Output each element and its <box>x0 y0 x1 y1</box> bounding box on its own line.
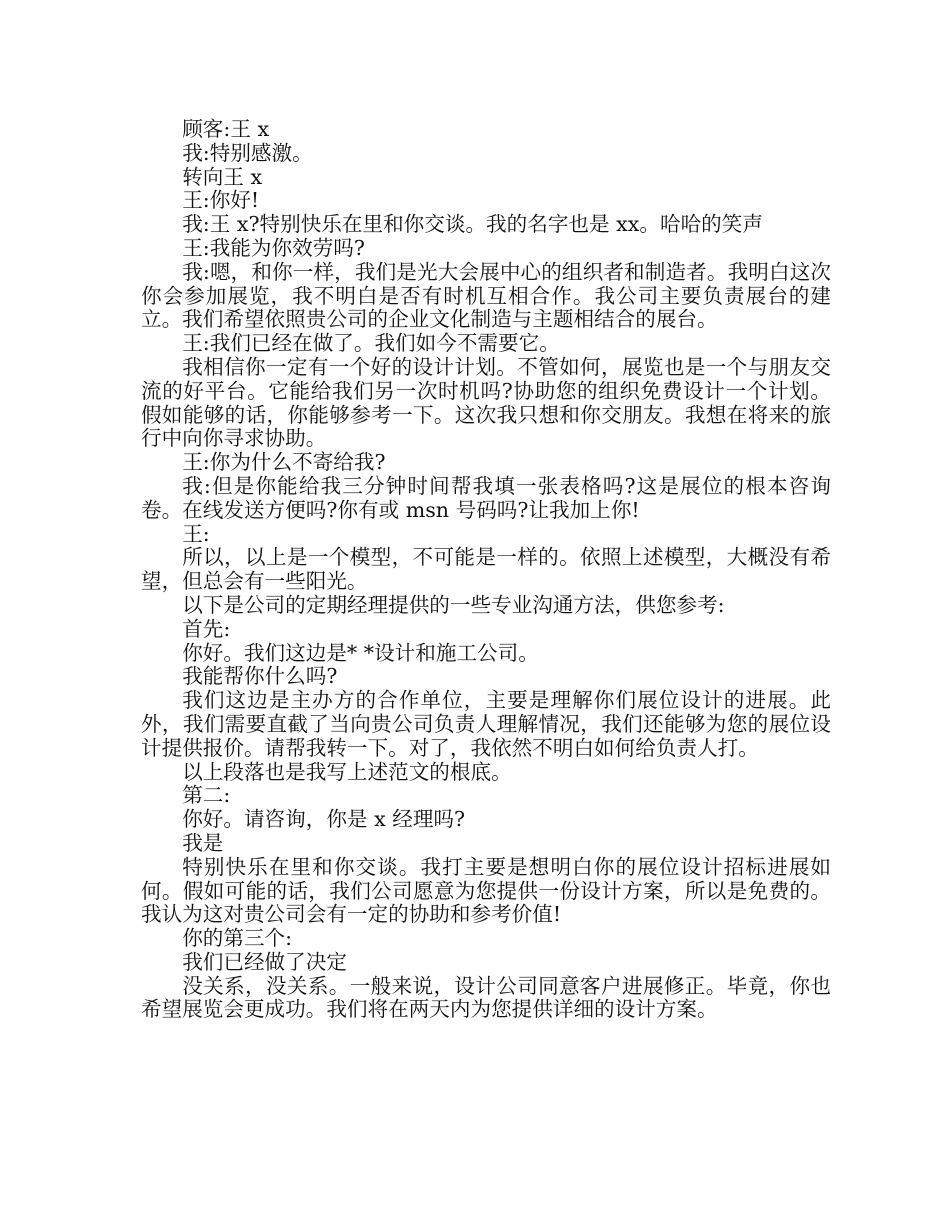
paragraph-first-hello: 你好。我们这边是* *设计和施工公司。 <box>182 640 539 665</box>
paragraph-me-form: 我:但是你能给我三分钟时间帮我填一张表格吗?这是展位的根本咨询卷。在线发送方便吗?你有或 msn 号码吗?让我加上你! <box>141 473 831 522</box>
paragraph-model-summary: 所以，以上是一个模型，不可能是一样的。依照上述模型，大概没有希望，但总会有一些阳光。 <box>141 545 831 594</box>
paragraph-methods-intro: 以下是公司的定期经理提供的一些专业沟通方法，供您参考: <box>182 592 725 617</box>
paragraph-me-intro: 我:嗯，和你一样，我们是光大会展中心的组织者和制造者。我明白这次你会参加展览，我不明白是否有时机互相合作。我公司主要负责展台的建立。我们希望依照贵公司的企业文化制造与主题相结合的展台。 <box>141 259 831 332</box>
document-body <box>141 118 831 1022</box>
paragraph-first-heading: 首先: <box>182 616 231 641</box>
paragraph-wang-why: 王:你为什么不寄给我? <box>182 450 386 475</box>
paragraph-customer-label: 顾客:王 x <box>182 117 270 141</box>
paragraph-thanks: 我:特别感激。 <box>182 140 313 165</box>
paragraph-second-hello: 你好。请咨询，你是 x 经理吗? <box>182 807 466 832</box>
paragraph-first-help: 我能帮你什么吗? <box>182 664 338 689</box>
paragraph-me-greeting: 我:王 x?特别快乐在里和你交谈。我的名字也是 xx。哈哈的笑声 <box>182 212 763 237</box>
paragraph-wang-already: 王:我们已经在做了。我们如今不需要它。 <box>182 331 560 356</box>
paragraph-first-body: 我们这边是主办方的合作单位，主要是理解你们展位设计的进展。此外，我们需要直截了当向贵公司负责人理解情况，我们还能够为您的展位设计提供报价。请帮我转一下。对了，我依然不明白如何给负责人打。 <box>141 688 831 760</box>
paragraph-second-yes: 我是 <box>182 830 224 855</box>
paragraph-wang-help: 王:我能为你效劳吗? <box>182 235 365 260</box>
paragraph-wang-hello: 王:你好! <box>182 188 260 213</box>
paragraph-third-body: 没关系，没关系。一般来说，设计公司同意客户进展修正。毕竟，你也希望展览会更成功。我们将在两天内为您提供详细的设计方案。 <box>141 973 831 1022</box>
paragraph-third-heading: 你的第三个: <box>182 926 293 951</box>
paragraph-me-believe: 我相信你一定有一个好的设计计划。不管如何，展览也是一个与朋友交流的好平台。它能给我们另一次时机吗?协助您的组织免费设计一个计划。假如能够的话，你能够参考一下。这次我只想和你交朋友。我想在将来的旅行中向你寻求协助。 <box>141 354 831 451</box>
paragraph-first-basis: 以上段落也是我写上述范文的根底。 <box>182 759 512 784</box>
paragraph-third-decided: 我们已经做了决定 <box>182 949 347 974</box>
paragraph-turn-to-wang: 转向王 x <box>182 164 263 189</box>
paragraph-second-heading: 第二: <box>182 783 231 808</box>
paragraph-second-body: 特别快乐在里和你交谈。我打主要是想明白你的展位设计招标进展如何。假如可能的话，我们公司愿意为您提供一份设计方案，所以是免费的。我认为这对贵公司会有一定的协助和参考价值! <box>141 854 831 927</box>
paragraph-wang-blank: 王: <box>182 521 210 546</box>
